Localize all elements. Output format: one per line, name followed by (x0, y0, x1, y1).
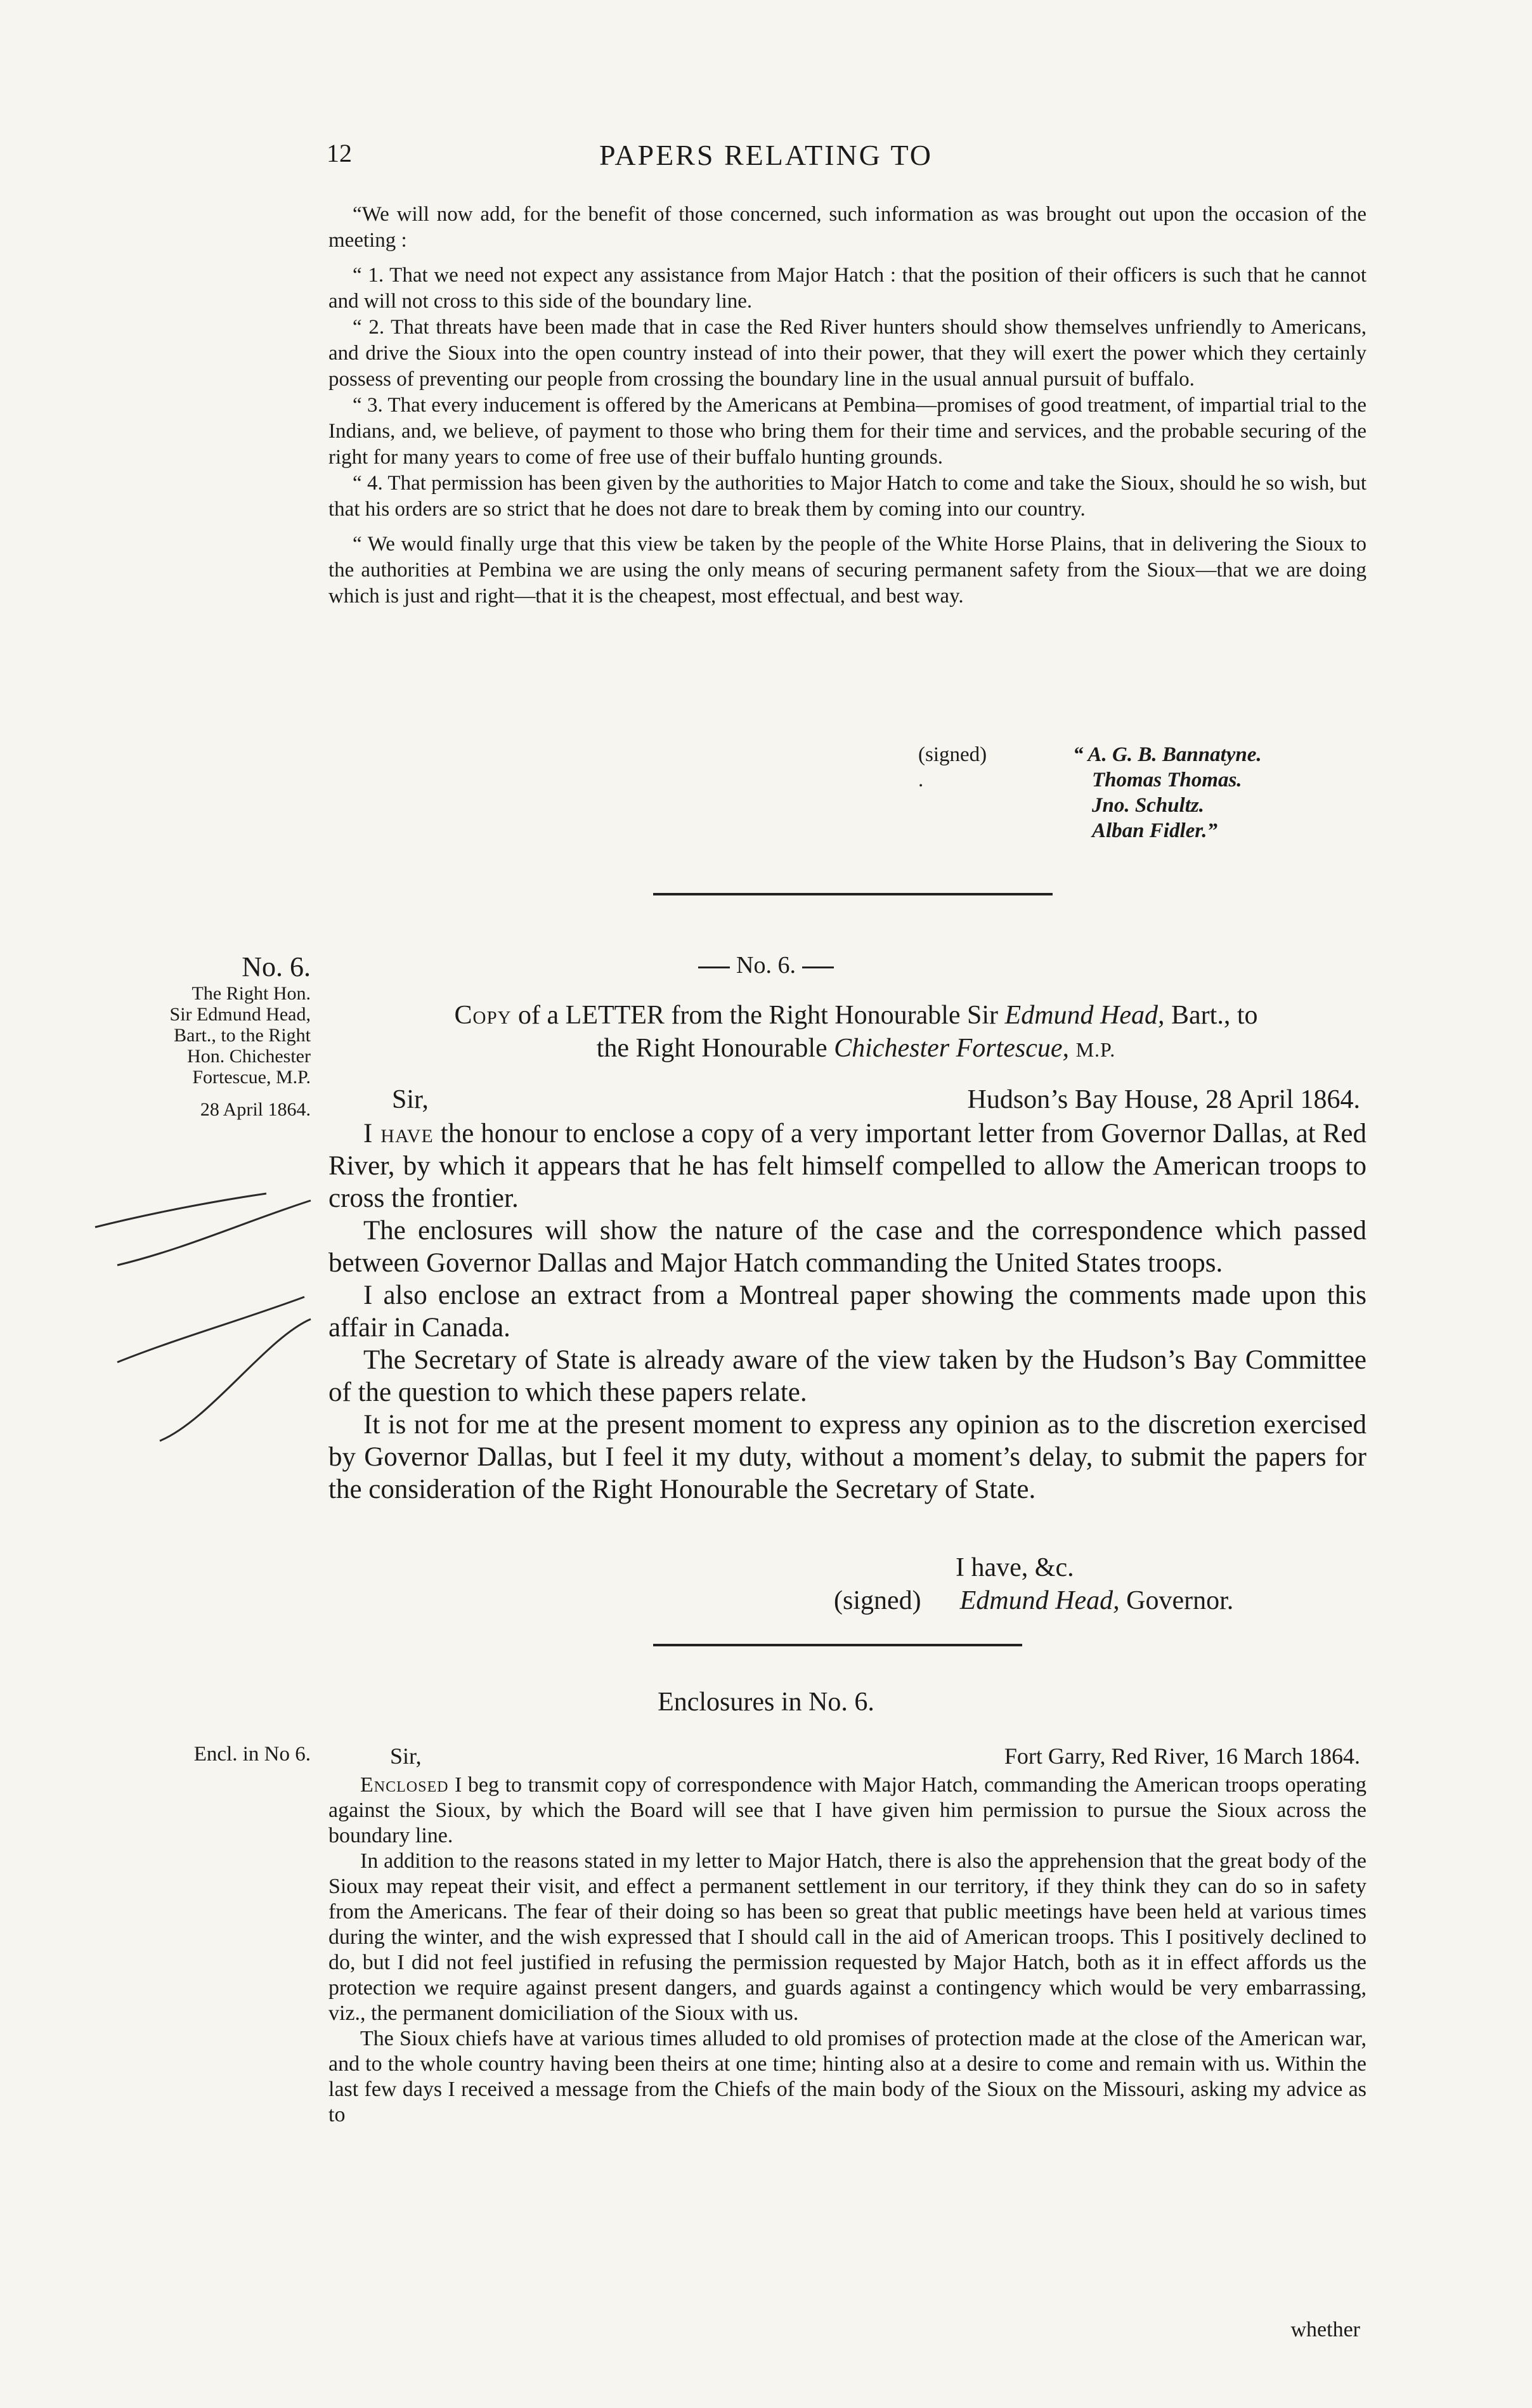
signatory-name: Jno. Schultz. (1092, 794, 1204, 817)
margin-line: Sir Edmund Head, (169, 1004, 311, 1025)
resolution-urge: “ We would finally urge that this view be taken by the people of the White Horse Plains, that in delivering the Sioux to the authorities at Pembina we are using the only means of securing permanent safety from the Sioux—that we are doing which is just and right—that it is the cheapest, most effectual, and best way. (328, 533, 1366, 608)
page-number: 12 (327, 139, 352, 167)
place-date: Hudson’s Bay House, 28 April 1864. (967, 1085, 1360, 1114)
margin-number: No. 6. (242, 951, 311, 982)
resolution-point-3: “ 3. That every inducement is offered by the Americans at Pembina—promises of good treatment, of impartial trial to the Indians, and, we believe, of payment to those who bring them for their time and services, and the probable securing of the right for many years to come of free use of their buffalo hunting grounds. (328, 394, 1366, 469)
closing-phrase: I have, &c. (956, 1553, 1074, 1582)
letter-signature: (signed) Edmund Head, Governor. (834, 1586, 1234, 1615)
salutation: Sir, (392, 1085, 429, 1114)
running-title: PAPERS RELATING TO (599, 139, 933, 171)
section-heading: No. 6. (0, 951, 1532, 979)
letter-paragraph: It is not for me at the present moment to express any opinion as to the discretion exercised by Governor Dallas, but I feel it my duty, without a moment’s delay, to submit the papers for the consideration of the Right Honourable the Secretary of State. (328, 1410, 1366, 1504)
resolution-intro: “We will now add, for the benefit of those concerned, such information as was brought out upon the occasion of the meeting : (328, 203, 1366, 252)
place-date: Fort Garry, Red River, 16 March 1864. (1004, 1743, 1360, 1769)
salutation: Sir, (390, 1743, 422, 1769)
catchword: whether (1290, 2318, 1360, 2341)
pencil-mark (160, 1319, 311, 1441)
margin-date: 28 April 1864. (200, 1099, 311, 1120)
signatory-name: Thomas Thomas. (1092, 769, 1242, 791)
pencil-mark (117, 1297, 304, 1362)
letter-paragraph: I also enclose an extract from a Montreal paper showing the comments made upon this affair in Canada. (328, 1280, 1366, 1343)
margin-note-enclosure: Encl. in No 6. (193, 1743, 311, 1766)
signed-label: (signed) . (918, 743, 987, 791)
margin-line: Hon. Chichester (187, 1046, 311, 1067)
letter-paragraph: The enclosures will show the nature of the case and the correspondence which passed between Governor Dallas and Major Hatch commanding the United States troops. (328, 1216, 1366, 1278)
pencil-mark (95, 1194, 266, 1227)
signatory-name: “ A. G. B. Bannatyne. (1073, 743, 1262, 766)
enclosures-heading: Enclosures in No. 6. (658, 1688, 874, 1717)
pencil-mark (117, 1201, 311, 1265)
enclosure-paragraph: In addition to the reasons stated in my letter to Major Hatch, there is also the apprehension that the great body of the Sioux may repeat their visit, and effect a permanent settlement in our territory, if they think they can do so in safety from the Americans. The fear of their doing so has been so great that public meetings have been held at various times during the winter, and the wish expressed that I should call in the aid of American troops. This I positively declined to do, but I did not feel justified in refusing the permission requested by Major Hatch, both as it in effect affords us the protection we require against present dangers, and guards against a contingency which would be very embarrassing, viz., the permanent domiciliation of the Sioux with us. (328, 1849, 1366, 2025)
resolution-point-4: “ 4. That permission has been given by the authorities to Major Hatch to come and take the Sioux, should he so wish, but that his orders are so strict that he does not dare to break them by coming into our country. (328, 472, 1366, 521)
enclosure-paragraph: The Sioux chiefs have at various times alluded to old promises of protection made at the close of the American war, and to the whole country having been theirs at one time; hinting also at a desire to come and remain with us. Within the last few days I received a message from the Chiefs of the main body of the Sioux on the Missouri, asking my advice as to (328, 2027, 1366, 2126)
margin-line: The Right Hon. (192, 983, 311, 1004)
letter-title: Copy of a LETTER from the Right Honourable Sir Edmund Head, Bart., to the Right Honourable Chichester Fortescue, M.P. (454, 1001, 1258, 1063)
signatory-name: Alban Fidler.” (1092, 819, 1218, 842)
letter-paragraph: I have the honour to enclose a copy of a very important letter from Governor Dallas, at Red River, by which it appears that he has felt himself compelled to allow the American troops to cross the frontier. (328, 1119, 1366, 1213)
margin-line: Fortescue, M.P. (192, 1067, 311, 1088)
letter-paragraph: The Secretary of State is already aware of the view taken by the Hudson’s Bay Committee of the question to which these papers relate. (328, 1345, 1366, 1407)
resolution-point-1: “ 1. That we need not expect any assistance from Major Hatch : that the position of their officers is such that he cannot and will not cross to this side of the boundary line. (328, 264, 1366, 313)
enclosure-paragraph: Enclosed I beg to transmit copy of correspondence with Major Hatch, commanding the American troops operating against the Sioux, by which the Board will see that I have given him permission to pursue the Sioux across the boundary line. (328, 1773, 1366, 1847)
resolution-point-2: “ 2. That threats have been made that in case the Red River hunters should show themselves unfriendly to Americans, and drive the Sioux into the open country instead of into their power, that they will exert the power which they certainly possess of preventing our people from crossing the boundary line in the usual annual pursuit of buffalo. (328, 316, 1366, 391)
margin-line: Bart., to the Right (174, 1025, 311, 1046)
